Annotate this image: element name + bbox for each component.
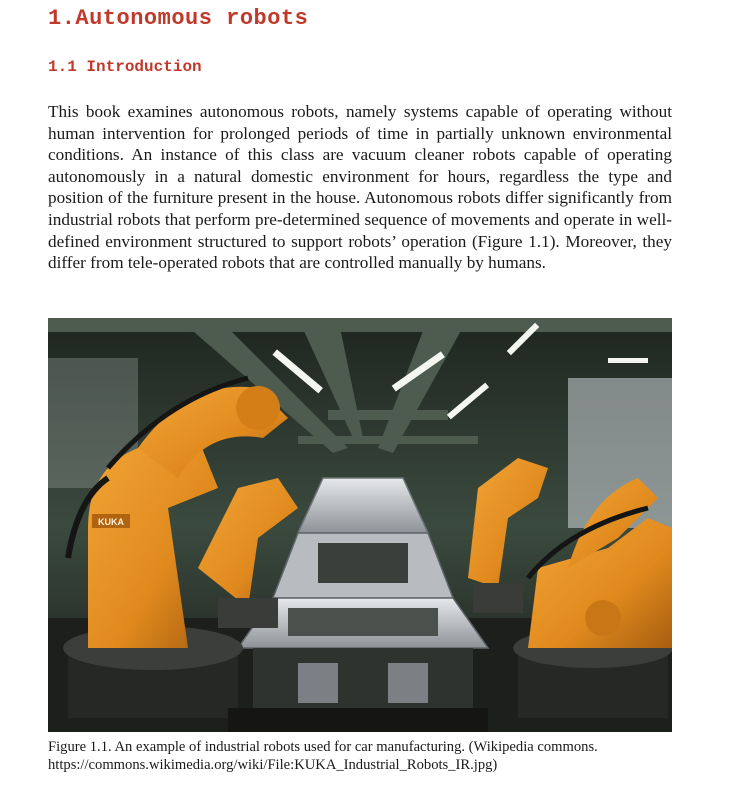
factory-robots-illustration [48, 318, 672, 732]
chapter-number: 1. [48, 6, 76, 31]
body-paragraph: This book examines autonomous robots, namely systems capable of operating without human intervention for prolonged periods of time in partially unknown environmental conditions. An instance of this class are vacuum cleaner robots capable of operating autonomously in a natural domestic environment for hours, regardless the type and position of the furniture present in the house. Autonomous robots differ significantly from industrial robots that perform pre-determined sequence of movements and operate in well-defined environment structured to support robots’ operation (Figure 1.1). Moreover, they differ from tele-operated robots that are controlled manually by humans. [48, 102, 672, 273]
chapter-title [48, 6, 308, 31]
figure-industrial-robots [48, 318, 672, 732]
figure-caption [48, 738, 688, 774]
caption-line-1: Figure 1.1. An example of industrial robots used for car manufacturing. (Wikipedia commons. [48, 739, 598, 755]
section-title [48, 58, 202, 76]
section-title-text: Introduction [86, 58, 202, 76]
kuka-label: KUKA [98, 517, 124, 527]
caption-line-2: https://commons.wikimedia.org/wiki/File:KUKA_Industrial_Robots_IR.jpg) [48, 757, 498, 773]
chapter-title-text: Autonomous robots [75, 6, 309, 31]
section-number: 1.1 [48, 58, 77, 76]
